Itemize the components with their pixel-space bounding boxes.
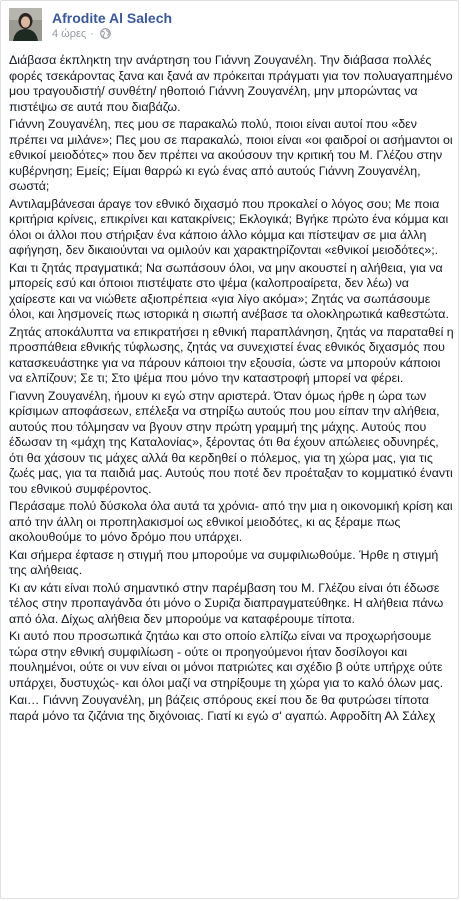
post-paragraph: Κι αν κάτι είναι πολύ σημαντικό στην παρέμβαση του Μ. Γλέζου είναι ότι έδωσε τέλος στην προπαγάνδα ότι μόνο ο Συριζα διαπραγματεύθηκε. Η αλήθεια πάνω από όλα. Δίχως αλήθεια δεν μπορούμε να καταφέρουμε τίποτα. [9,580,444,626]
post-paragraph: Και… Γιάννη Ζουγανέλη, μη βάζεις σπόρους εκεί που δε θα φυτρώσει τίποτα παρά μόνο τα ζιζάνια της διχόνοιας. Γιατί κι εγώ σ' αγαπώ. Αφροδίτη Αλ Σάλεχ [9,693,436,723]
post-paragraph: Κι αυτό που προσωπικά ζητάω και στο οποίο ελπίζω είναι να προχωρήσουμε τώρα στην εθνική συμφιλίωση - ούτε οι προηγούμενοι ήταν δοσίλογοι και πουλημένοι, ούτε οι νυν είναι οι μόνοι πατριώτες και σχέδιο β ούτε υπήρχε ούτε υπάρχει, δυστυχώς- και όλοι μαζί να στηρίξουμε τη χώρα για το καλό όλων μας. [9,629,444,690]
post-paragraph: Διάβασα έκπληκτη την ανάρτηση του Γιάννη Ζουγανέλη. Την διάβασα πολλές φορές τσεκάροντας ξανα και ξανά αν πρόκειται πράγματι για τον πολυαγαπημένο μου τραγουδιστή/ συνθέτη/ ηθοποιό Γιάννη Ζουγανέλη, μην μπορώντας να πιστέψω σε αυτά που διαβάζω. [9,53,453,114]
post-paragraph: Περάσαμε πολύ δύσκολα όλα αυτά τα χρόνια- από την μια η οικονομική κρίση και από την άλλη οι προπηλακισμοί ως εθνικοί μειοδότες, κι ας ξέραμε πως ακολουθούμε το μόνο δρόμο που υπάρχει. [9,499,453,544]
post-paragraph: Και τι ζητάς πραγματικά; Να σωπάσουν όλοι, να μην ακουστεί η αλήθεια, για να μπορείς εσύ και όποιοι πιστέψατε στο ψέμα (καλοπροαίρετα, δεν λέω) να χαίρεστε και να νιώθετε αξιοπρέπεια «για λίγο ακόμα»; Ζητάς να σωπάσουμε όλοι, και λησμονείς πως ιστορικά η σιωπή ανέβασε τα ολοκληρωτικά καθεστώτα. [9,260,449,321]
globe-icon[interactable] [100,28,111,42]
post-paragraph: Και σήμερα έφτασε η στιγμή που μπορούμε να συμφιλιωθούμε. Ήρθε η στιγμή της αλήθειας. [9,547,439,577]
author-name[interactable]: Afrodite Al Salech [52,10,173,26]
meta-separator: · [90,28,94,40]
avatar[interactable] [9,8,42,41]
post-meta [52,28,111,42]
post-paragraph: Αντιλαμβάνεσαι άραγε τον εθνικό διχασμό που προκαλεί ο λόγος σου; Με ποια κριτήρια κρίνεις, επικρίνει και κατακρίνεις; Εκλογικά; Βγήκε πρώτο ένα κόμμα και όλοι οι άλλοι που στήριξαν ένα κάποιο άλλο κόμμα και πίστεψαν σε μια άλλη αφήγηση, δεν δικαιούνται να ομιλούν και χαρακτηρίζονται «εθνικοί μειοδότες»;. [9,196,449,257]
post-header [9,8,449,42]
avatar-image [9,8,42,41]
post-body [9,53,454,726]
post-time[interactable]: 4 ώρες [52,28,87,40]
post-paragraph: Γιαννη Ζουγανέλη, ήμουν κι εγώ στην αριστερά. Όταν όμως ήρθε η ώρα των κρίσιμων αποφάσεων, επέλεξα να στηρίξω αυτούς που μου είπαν την αλήθεια, αυτούς που τόλμησαν να βγουν στην πρώτη γραμμή της μάχης. Αυτούς που έδωσαν τη «μάχη της Καταλονίας», ξέροντας ότι θα έχουν απώλειες οδυνηρές, ότι θα χάσουν τις μάχες αλλά θα κερδηθεί ο πόλεμος, για τη χώρα μας, για τις ζωές μας, για τα παιδιά μας. Αυτούς που ποτέ δεν προέταξαν το κομματικό έναντι του εθνικού συμφέροντος. [9,388,453,496]
post-paragraph: Ζητάς αποκάλυπτα να επικρατήσει η εθνική παραπλάνηση, ζητάς να παραταθεί η προσπάθεια εθνικής τύφλωσης, ζητάς να συνεχιστεί ένας εθνικός διχασμός που κατασκευάστηκε για να πάρουν κάποιοι την εξουσία, ώστε να μπορούν κάποιοι να ελπίζουν; Σε τι; Στο ψέμα που μόνο την καταστροφή μπορεί να φέρει. [9,324,454,385]
post-paragraph: Γιάννη Ζουγανέλη, πες μου σε παρακαλώ πολύ, ποιοι είναι αυτοί που «δεν πρέπει να μιλάνε»; Πες μου σε παρακαλώ, ποιοι είναι «οι φαιδροί οι ασήμαντοι οι εθνικοί μειοδότες» που δεν πρέπει να ακούσουν την κριτική του Μ. Γλέζου στην κυβέρνηση; Εμείς; Είμαι θαρρώ κι εγώ ένας από αυτούς Γιάννη Ζουγανέλη, σωστά; [9,117,453,193]
